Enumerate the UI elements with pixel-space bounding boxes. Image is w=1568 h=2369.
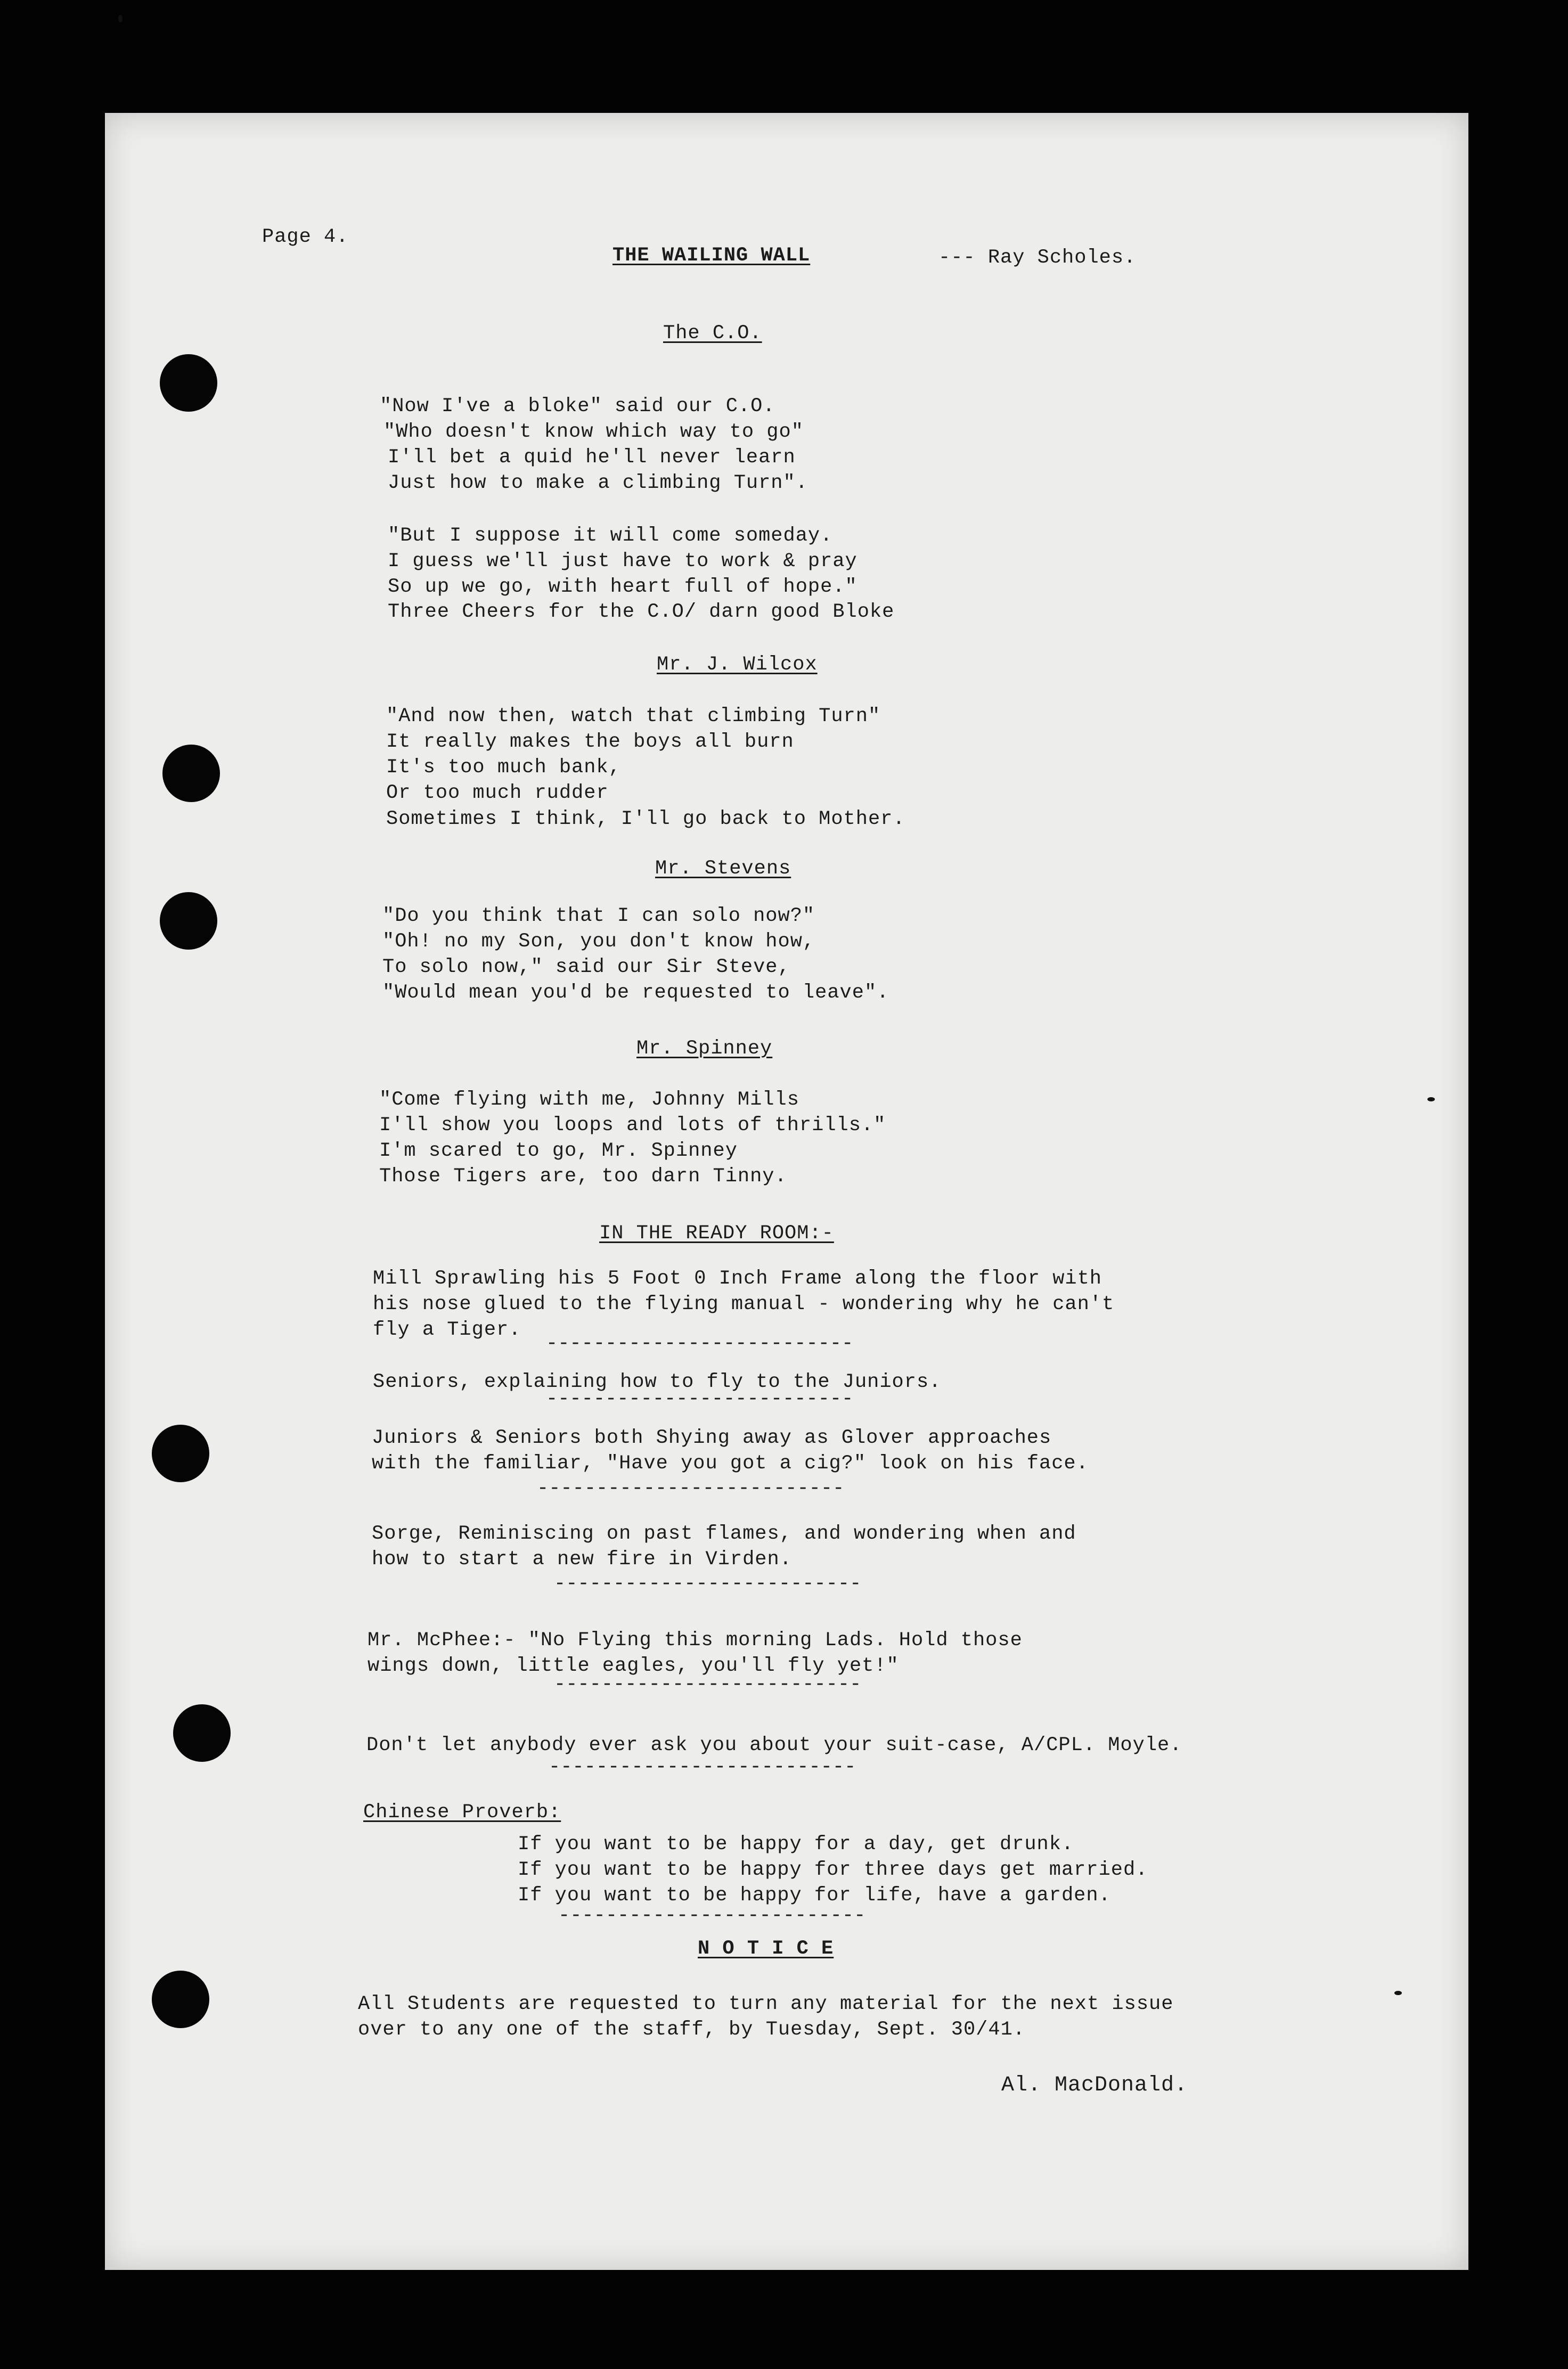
verse-line: "Who doesn't know which way to go" bbox=[383, 421, 804, 443]
separator: -------------------------- bbox=[546, 1388, 854, 1410]
ready-room-line: fly a Tiger. bbox=[373, 1319, 521, 1341]
notice-line: All Students are requested to turn any material for the next issue bbox=[358, 1993, 1174, 2015]
punch-hole bbox=[160, 892, 217, 950]
ready-room-line: with the familiar, "Have you got a cig?" look on his face. bbox=[372, 1452, 1089, 1475]
proverb-line: If you want to be happy for a day, get drunk. bbox=[518, 1833, 1074, 1856]
verse-line: "Oh! no my Son, you don't know how, bbox=[382, 930, 815, 953]
verse-line: Or too much rudder bbox=[386, 782, 609, 804]
ready-room-line: Seniors, explaining how to fly to the Juniors. bbox=[373, 1371, 942, 1393]
punch-hole bbox=[152, 1425, 209, 1482]
notice-heading: N O T I C E bbox=[698, 1938, 834, 1960]
byline: --- Ray Scholes. bbox=[938, 247, 1137, 269]
verse-line: I guess we'll just have to work & pray bbox=[388, 550, 858, 573]
punch-hole bbox=[160, 354, 217, 412]
verse-line: It really makes the boys all burn bbox=[386, 731, 794, 753]
ready-room-line: how to start a new fire in Virden. bbox=[372, 1548, 792, 1571]
verse-line: "Now I've a bloke" said our C.O. bbox=[380, 395, 775, 418]
verse-line: Sometimes I think, I'll go back to Mother. bbox=[386, 808, 905, 830]
section-heading: The C.O. bbox=[663, 322, 762, 345]
column-title: THE WAILING WALL bbox=[612, 244, 811, 267]
verse-line: "Come flying with me, Johnny Mills bbox=[379, 1089, 799, 1111]
verse-line: I'll show you loops and lots of thrills." bbox=[379, 1114, 886, 1137]
ready-room-heading: IN THE READY ROOM:- bbox=[599, 1222, 834, 1245]
verse-line: I'm scared to go, Mr. Spinney bbox=[379, 1140, 738, 1162]
verse-line: Those Tigers are, too darn Tinny. bbox=[379, 1165, 787, 1188]
punch-hole bbox=[152, 1971, 209, 2028]
verse-line: Just how to make a climbing Turn". bbox=[388, 472, 808, 494]
separator: -------------------------- bbox=[549, 1756, 856, 1778]
film-speck bbox=[1427, 1097, 1435, 1101]
verse-line: "And now then, watch that climbing Turn" bbox=[386, 705, 881, 728]
ready-room-line: Don't let anybody ever ask you about your suit-case, A/CPL. Moyle. bbox=[366, 1734, 1182, 1757]
separator: -------------------------- bbox=[546, 1333, 854, 1355]
proverb-line: If you want to be happy for life, have a garden. bbox=[518, 1884, 1111, 1907]
separator: -------------------------- bbox=[558, 1905, 866, 1927]
ready-room-line: Mr. McPhee:- "No Flying this morning Lads. Hold those bbox=[368, 1629, 1023, 1652]
page-number: Page 4. bbox=[262, 226, 349, 248]
verse-line: Three Cheers for the C.O/ darn good Bloke bbox=[388, 601, 895, 623]
verse-line: So up we go, with heart full of hope." bbox=[388, 576, 858, 598]
verse-line: To solo now," said our Sir Steve, bbox=[382, 956, 790, 978]
proverb-label: Chinese Proverb: bbox=[363, 1801, 561, 1824]
separator: -------------------------- bbox=[554, 1573, 862, 1595]
ready-room-line: Juniors & Seniors both Shying away as Glover approaches bbox=[372, 1427, 1052, 1449]
ready-room-line: Mill Sprawling his 5 Foot 0 Inch Frame along the floor with bbox=[373, 1268, 1102, 1290]
section-heading: Mr. J. Wilcox bbox=[657, 653, 818, 676]
verse-line: "Do you think that I can solo now?" bbox=[382, 905, 815, 927]
verse-line: It's too much bank, bbox=[386, 756, 621, 779]
section-heading: Mr. Spinney bbox=[636, 1038, 773, 1060]
proverb-line: If you want to be happy for three days get married. bbox=[518, 1859, 1148, 1881]
signature: Al. MacDonald. bbox=[1001, 2073, 1188, 2097]
ready-room-line: wings down, little eagles, you'll fly yet!" bbox=[368, 1655, 899, 1677]
notice-line: over to any one of the staff, by Tuesday, Sept. 30/41. bbox=[358, 2019, 1025, 2041]
verse-line: I'll bet a quid he'll never learn bbox=[388, 446, 796, 469]
ready-room-line: Sorge, Reminiscing on past flames, and wondering when and bbox=[372, 1523, 1076, 1545]
verse-line: "Would mean you'd be requested to leave". bbox=[382, 982, 889, 1004]
film-speck bbox=[118, 15, 123, 22]
film-speck bbox=[1394, 1991, 1402, 1995]
ready-room-line: his nose glued to the flying manual - wondering why he can't bbox=[373, 1293, 1115, 1316]
section-heading: Mr. Stevens bbox=[655, 857, 791, 880]
verse-line: "But I suppose it will come someday. bbox=[388, 525, 833, 547]
separator: -------------------------- bbox=[537, 1477, 845, 1500]
separator: -------------------------- bbox=[554, 1673, 862, 1696]
punch-hole bbox=[173, 1704, 231, 1762]
punch-hole bbox=[162, 745, 220, 802]
